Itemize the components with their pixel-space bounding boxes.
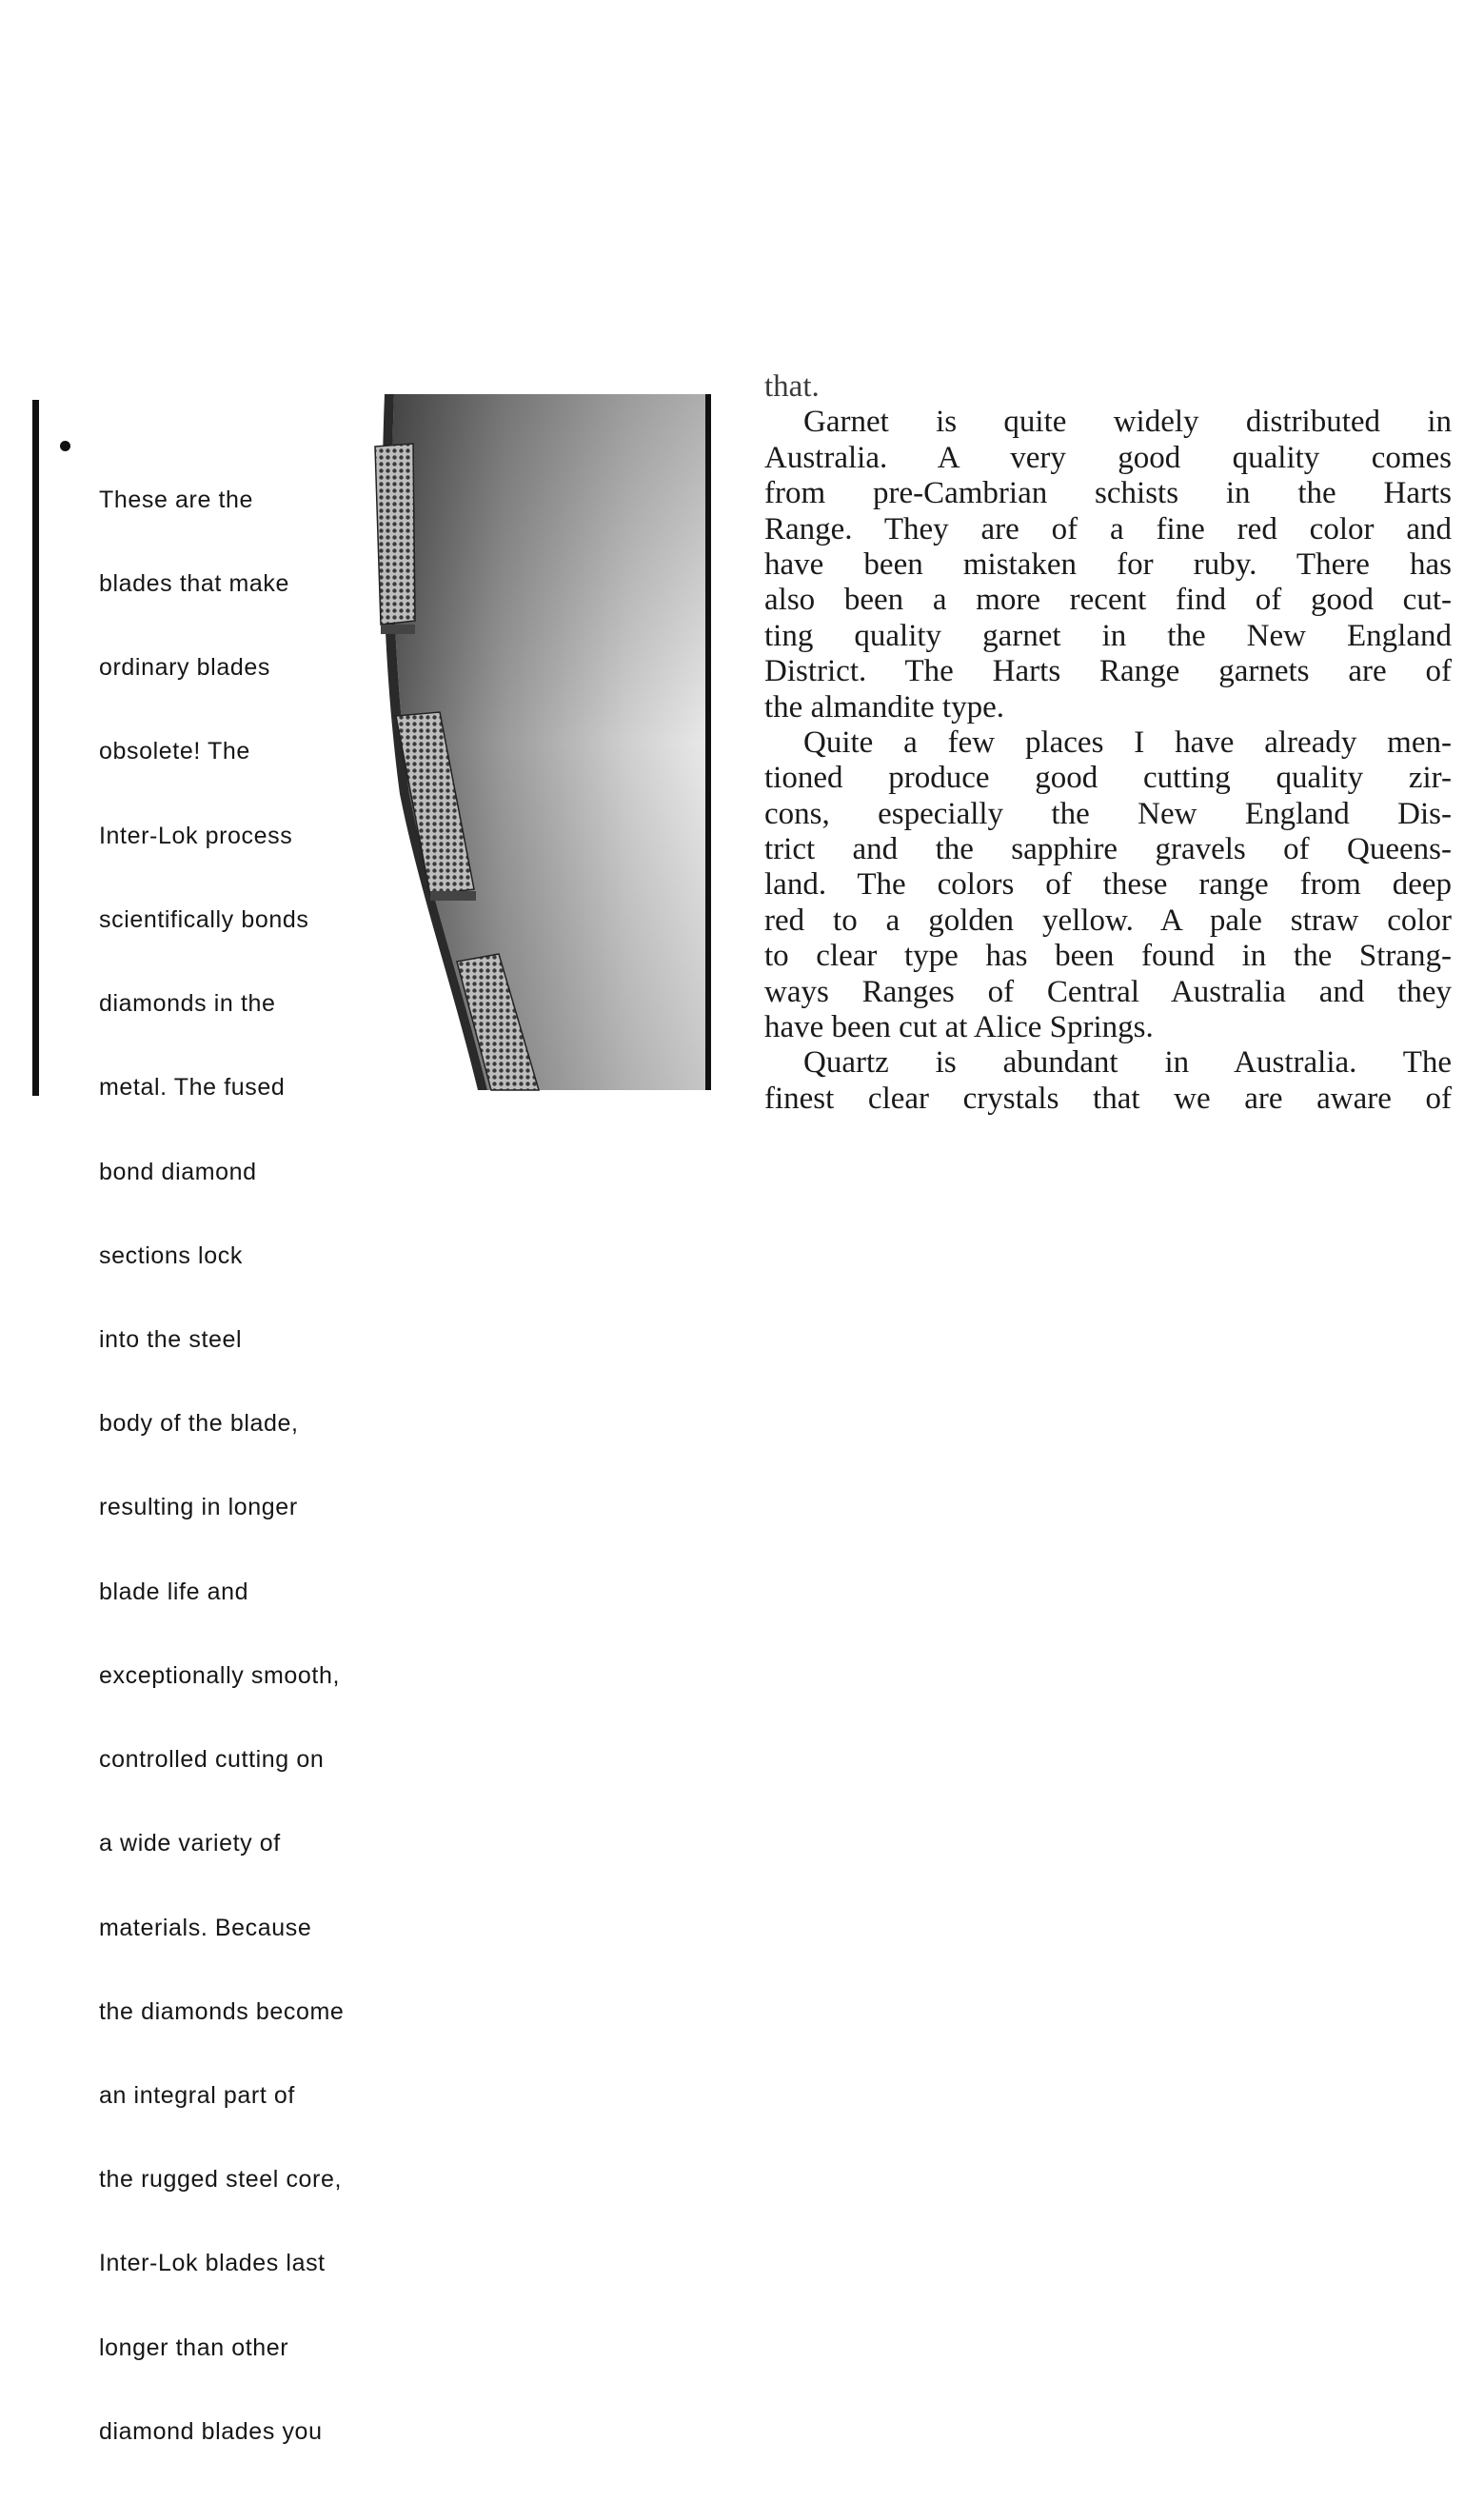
- article-line: also been a more recent find of good cut-: [764, 583, 1452, 618]
- ad-line: exceptionally smooth,: [99, 1661, 341, 1689]
- ad-line: an integral part of: [99, 2081, 295, 2109]
- ad-border-left: [32, 400, 39, 1096]
- ad-line: resulting in longer: [99, 1494, 298, 1521]
- article-line: ting quality garnet in the New England: [764, 618, 1452, 653]
- ad-line: blade life and: [99, 1578, 249, 1605]
- ad-line: Inter-Lok blades last: [99, 2250, 326, 2277]
- ad-line: bond diamond: [99, 1158, 257, 1185]
- ad-line: the diamonds become: [99, 1997, 345, 2025]
- ad-line: These are the: [99, 486, 254, 513]
- article-line: ways Ranges of Central Australia and they: [764, 974, 1452, 1009]
- ad-line: scientifically bonds: [99, 905, 309, 933]
- article-line: land. The colors of these range from deep: [764, 867, 1452, 903]
- ad-line: ordinary blades: [99, 654, 270, 682]
- ad-line: obsolete! The: [99, 738, 250, 765]
- ad-line: a wide variety of: [99, 1830, 281, 1857]
- ad-line: the rugged steel core,: [99, 2166, 343, 2194]
- article-line: Quite a few places I have already men-: [803, 725, 1452, 760]
- article-column: [764, 369, 1452, 1117]
- ad-line: into the steel: [99, 1326, 243, 1353]
- article-line: Quartz is abundant in Australia. The: [803, 1045, 1452, 1081]
- ad-line: materials. Because: [99, 1914, 312, 1941]
- article-line: red to a golden yellow. A pale straw color: [764, 903, 1452, 938]
- ad-line: blades that make: [99, 570, 289, 598]
- ad-copy: [99, 430, 413, 2502]
- scanned-page-strip: [0, 369, 1484, 2445]
- bullet-point: [60, 441, 70, 451]
- ad-line: sections lock: [99, 1241, 243, 1269]
- ad-line: body of the blade,: [99, 1410, 299, 1438]
- ad-line: controlled cutting on: [99, 1746, 325, 1774]
- article-line: the almandite type.: [764, 689, 1004, 725]
- article-line: to clear type has been found in the Strang-: [764, 939, 1452, 974]
- diamond-blade-photo: [371, 394, 705, 1090]
- article-line: District. The Harts Range garnets are of: [764, 654, 1452, 689]
- ad-line: diamond blades you: [99, 2417, 323, 2445]
- article-line: Garnet is quite widely distributed in: [803, 405, 1452, 440]
- ad-line: longer than other: [99, 2333, 289, 2361]
- article-line: finest clear crystals that we are aware of: [764, 1081, 1452, 1116]
- article-line: have been mistaken for ruby. There has: [764, 546, 1452, 582]
- article-line: Range. They are of a fine red color and: [764, 511, 1452, 546]
- article-line: tioned produce good cutting quality zir-: [764, 761, 1452, 796]
- article-line: have been cut at Alice Springs.: [764, 1010, 1154, 1045]
- ad-line: diamonds in the: [99, 990, 276, 1018]
- article-line: cons, especially the New England Dis-: [764, 796, 1452, 831]
- article-line: from pre-Cambrian schists in the Harts: [764, 476, 1452, 511]
- article-line: trict and the sapphire gravels of Queens-: [764, 832, 1452, 867]
- ad-border-right: [705, 394, 711, 1090]
- ad-line: metal. The fused: [99, 1074, 286, 1102]
- ad-line: Inter-Lok process: [99, 822, 293, 849]
- article-fragment-top: that.: [764, 369, 820, 404]
- article-line: Australia. A very good quality comes: [764, 440, 1452, 475]
